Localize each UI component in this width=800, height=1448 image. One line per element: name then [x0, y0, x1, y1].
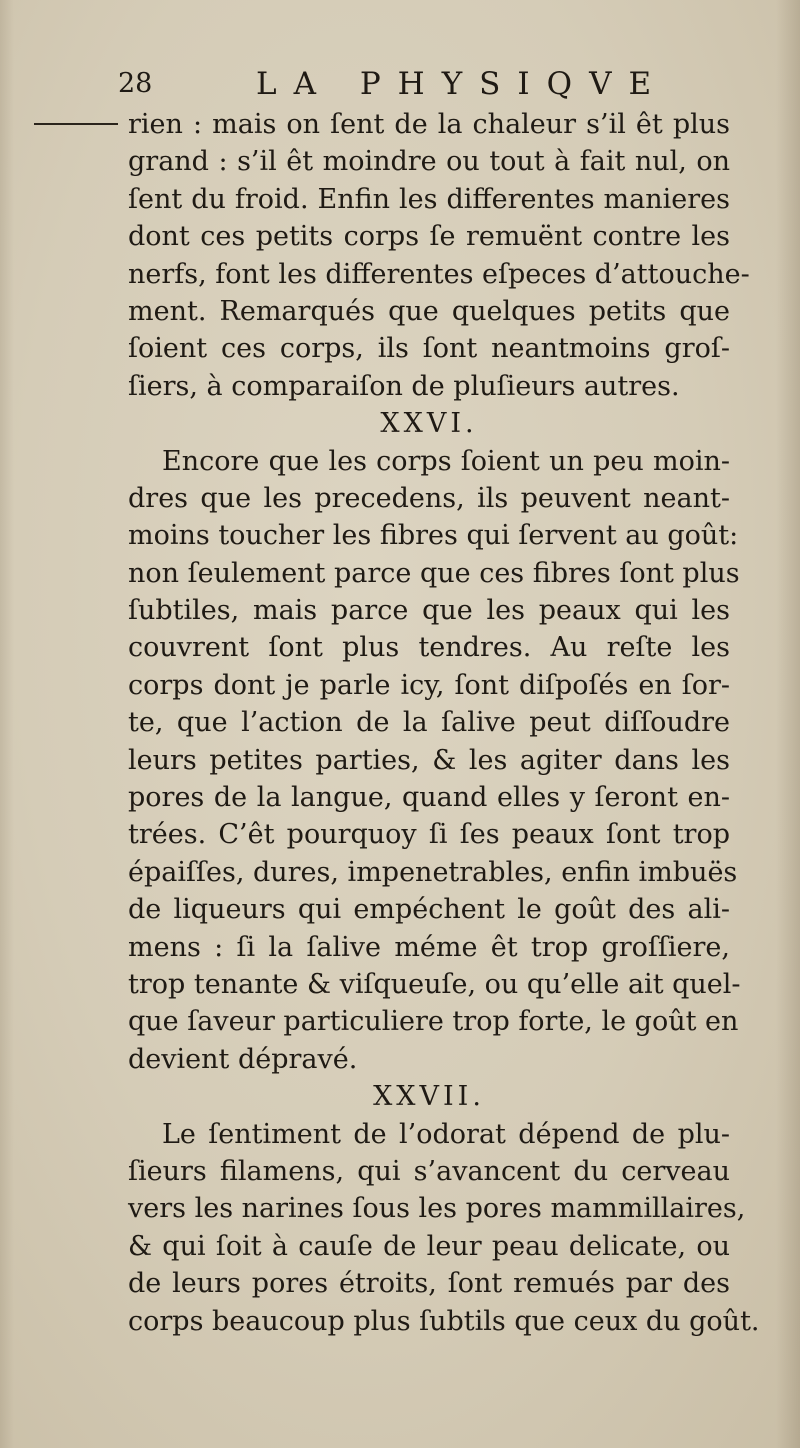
- text-line: ſent du froid. Enfin les differentes manieres: [128, 183, 730, 215]
- text-line: ment. Remarqués que quelques petits que: [128, 295, 730, 327]
- text-line: épaiſſes, dures, impenetrables, enfin imbuës: [128, 856, 738, 888]
- text-line: grand : s’il êt moindre ou tout à fait nul, on: [128, 146, 730, 178]
- text-line: vers les narines ſous les pores mammillaires,: [128, 1193, 746, 1225]
- text-line: corps beaucoup plus ſubtils que ceux du goût.: [128, 1305, 760, 1337]
- text-line: Encore que les corps ſoient un peu moin-: [162, 445, 730, 477]
- text-line: leurs petites parties, & les agiter dans les: [128, 744, 730, 776]
- text-line: Le ſentiment de l’odorat dépend de plu-: [162, 1118, 730, 1150]
- text-line: que ſaveur particuliere trop forte, le goût en: [128, 1006, 739, 1038]
- section-heading: XXVII.: [373, 1081, 485, 1113]
- section-body: [128, 443, 741, 1079]
- text-line: ſieurs filamens, qui s’avancent du cerveau: [128, 1155, 730, 1187]
- text-line: dont ces petits corps ſe remuënt contre les: [128, 221, 730, 253]
- text-line: pores de la langue, quand elles y ſeront en-: [128, 782, 730, 814]
- text-line: dres que les precedens, ils peuvent neant-: [128, 482, 730, 514]
- text-line: ſoient ces corps, ils ſont neantmoins groſ-: [128, 333, 730, 365]
- text-line: non ſeulement parce que ces fibres ſont plus: [128, 557, 740, 589]
- text-line: & qui ſoit à cauſe de leur peau delicate, ou: [128, 1230, 730, 1262]
- text-line: ſubtiles, mais parce que les peaux qui les: [128, 595, 730, 627]
- text-line: corps dont je parle icy, ſont diſpoſés en ſor-: [128, 669, 730, 701]
- section-body: [128, 1116, 760, 1340]
- margin-rule: [34, 123, 118, 125]
- page-edge-shadow-left: [0, 0, 14, 1448]
- text-line: de liqueurs qui empéchent le goût des ali-: [128, 894, 730, 926]
- text-block: [118, 62, 760, 1340]
- text-line: trop tenante & viſqueuſe, ou qu’elle ait quel-: [128, 968, 741, 1000]
- text-line: nerfs, font les differentes eſpeces d’attouche-: [128, 258, 750, 290]
- text-line: rien : mais on ſent de la chaleur s’il êt plus: [128, 109, 730, 140]
- text-line: te, que l’action de la ſalive peut diſſoudre: [128, 707, 730, 739]
- text-line: moins toucher les fibres qui ſervent au goût:: [128, 520, 739, 552]
- text-line: ſiers, à comparaiſon de pluſieurs autres.: [128, 370, 680, 402]
- text-line: de leurs pores étroits, ſont remués par des: [128, 1268, 730, 1300]
- page-number: 28: [118, 68, 153, 99]
- paragraph-continued: [128, 106, 750, 405]
- running-head: [118, 62, 730, 106]
- text-line: mens : ſi la ſalive méme êt trop groſſiere,: [128, 931, 730, 963]
- text-line: couvrent ſont plus tendres. Au reſte les: [128, 632, 730, 664]
- page-edge-shadow-right: [776, 0, 800, 1448]
- text-line: devient dépravé.: [128, 1043, 358, 1075]
- text-line: trées. C’êt pourquoy ſi ſes peaux ſont trop: [128, 819, 730, 851]
- running-title: LA PHYSIQVE: [256, 66, 669, 102]
- section-heading: XXVI.: [380, 408, 478, 440]
